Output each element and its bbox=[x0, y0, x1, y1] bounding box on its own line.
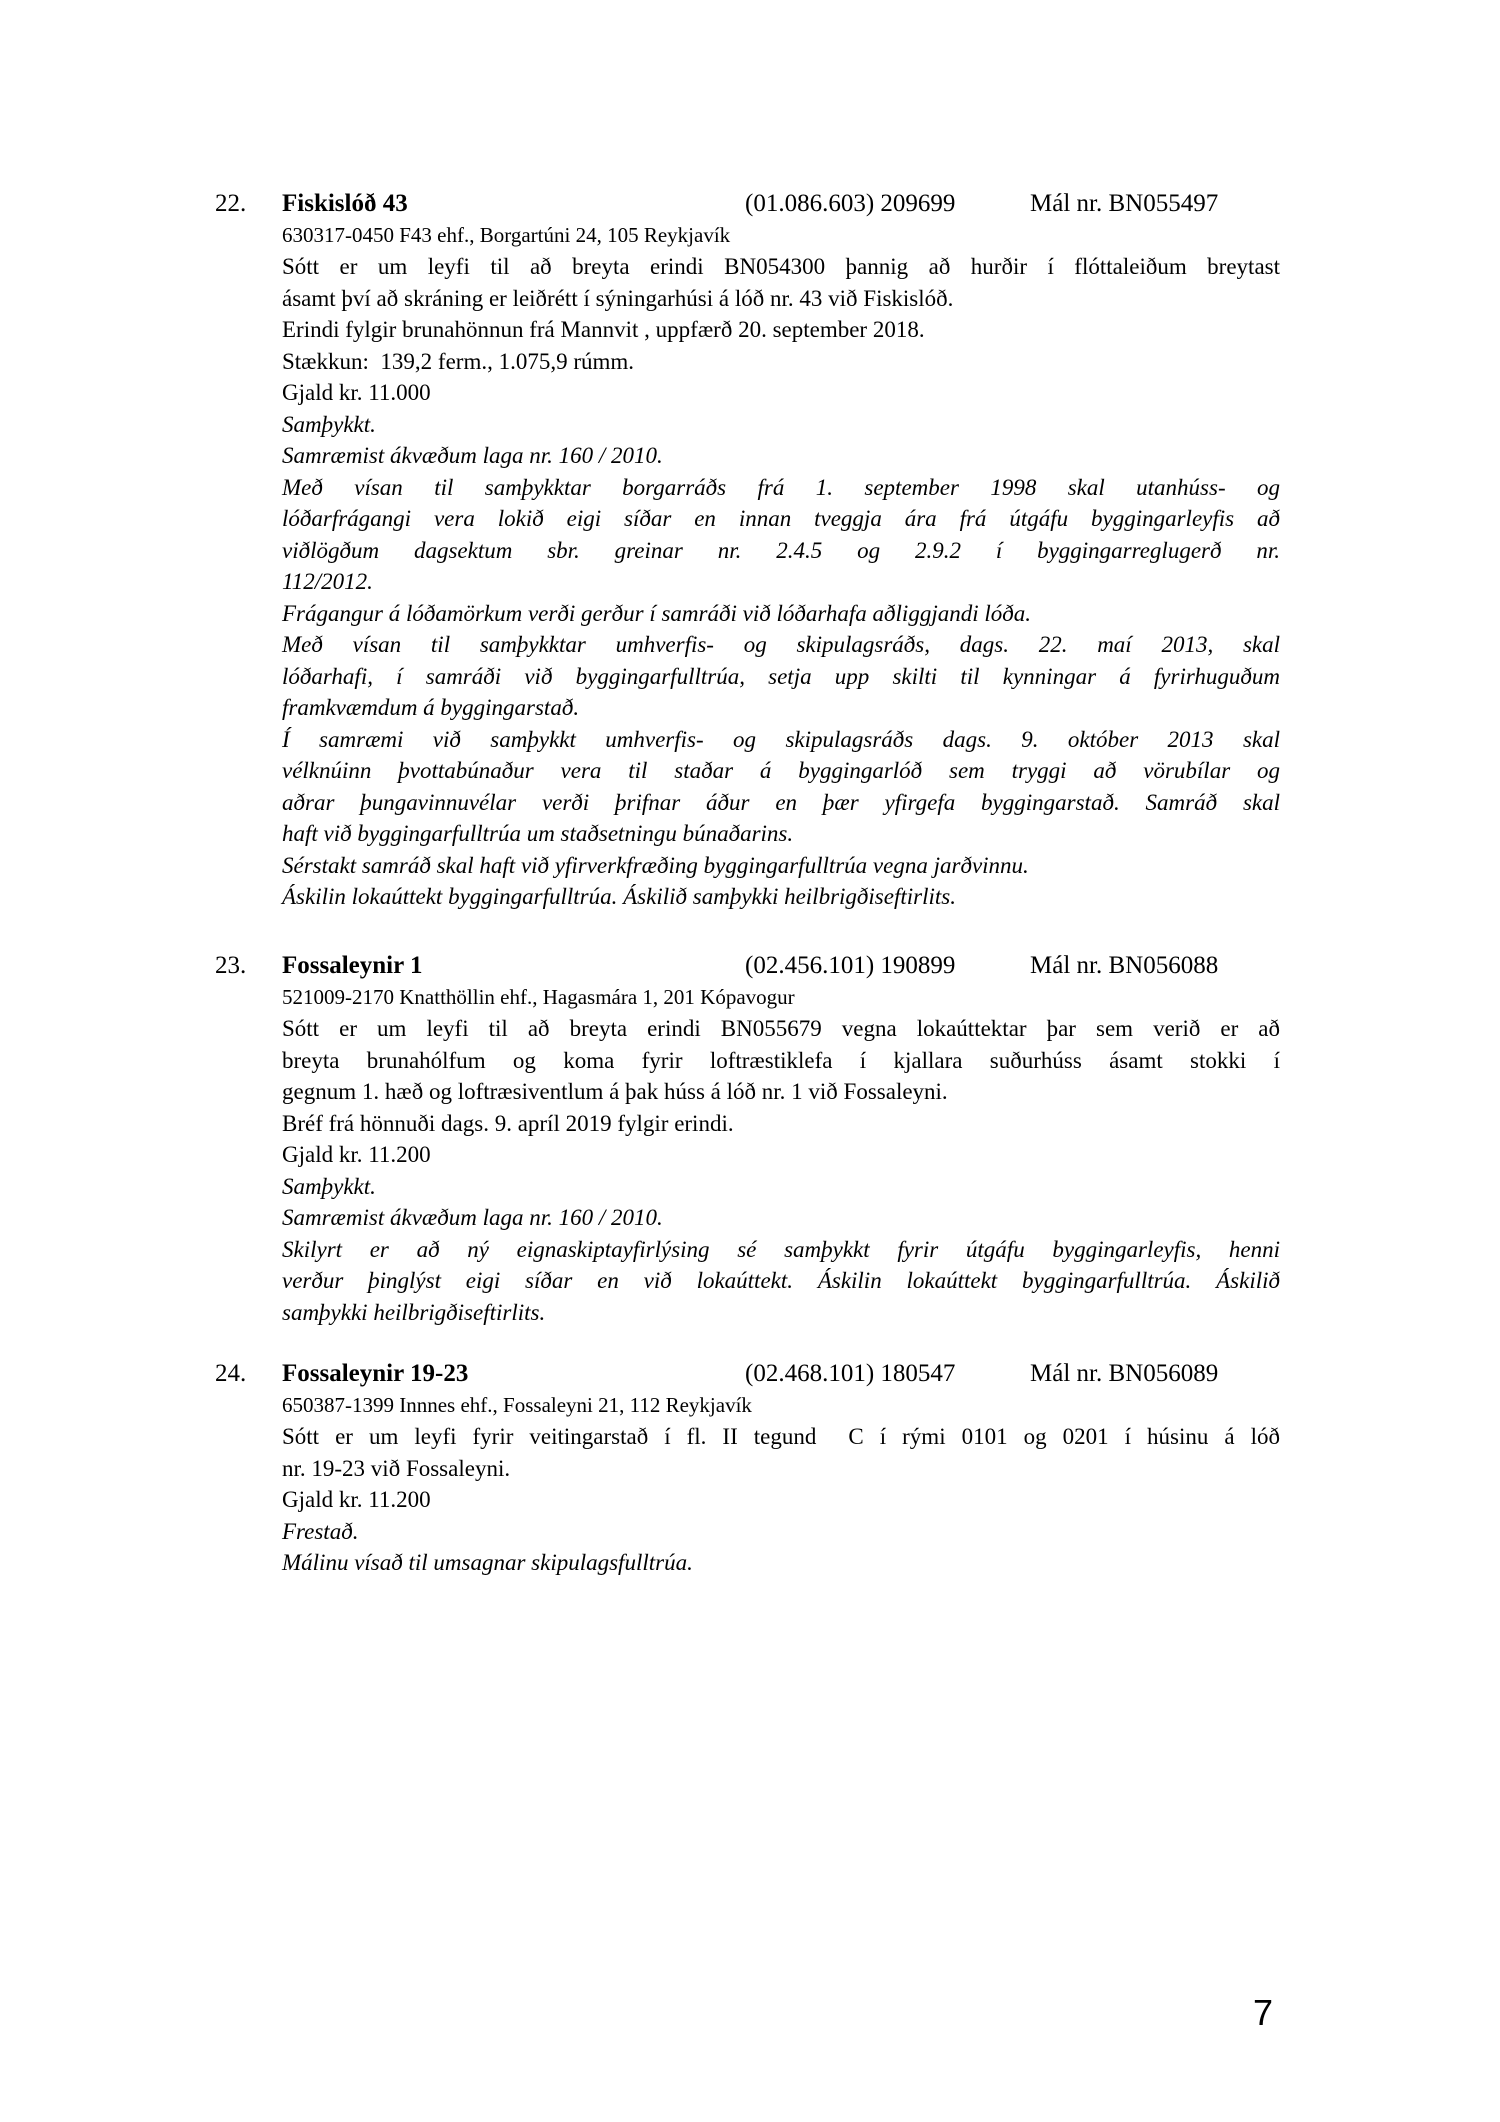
item-title: Fiskislóð 43 bbox=[282, 190, 408, 217]
item-header bbox=[215, 188, 1280, 220]
item-lot-code: (02.456.101) 190899 bbox=[745, 952, 956, 979]
request-paragraph: Gjald kr. 11.200 bbox=[282, 1142, 431, 1167]
item-case-number: Mál nr. BN056088 bbox=[1030, 952, 1219, 979]
ruling-paragraph: Frágangur á lóðamörkum verði gerður í samráði við lóðarhafa aðliggjandi lóða. bbox=[282, 600, 1031, 626]
applicant-line: 650387-1399 Innnes ehf., Fossaleyni 21, 112 Reykjavík bbox=[282, 1392, 752, 1417]
ruling-paragraph: Samræmist ákvæðum laga nr. 160 / 2010. bbox=[282, 1205, 663, 1230]
applicant-line: 521009-2170 Knatthöllin ehf., Hagasmára 1, 201 Kópavogur bbox=[282, 984, 795, 1009]
request-paragraph: Sótt er um leyfi fyrir veitingarstað í fl. II tegund C í rými 0101 og 0201 í húsinu á lóð nr. 19-23 við Fossaleyni. bbox=[282, 1424, 1280, 1481]
page-number: 7 bbox=[1253, 1992, 1274, 2033]
item-body bbox=[282, 1390, 1280, 1579]
request-paragraph: Sótt er um leyfi til að breyta erindi BN055679 vegna lokaúttektar þar sem verið er að breyta brunahólfum og koma fyrir loftræstiklefa í kjallara suðurhúss ásamt stokki í gegnum 1. hæð og loftræsiventlum á þak húss á lóð nr. 1 við Fossaleyni. bbox=[282, 1016, 1280, 1104]
item-case-number: Mál nr. BN055497 bbox=[1030, 190, 1219, 217]
ruling-paragraph: Samræmist ákvæðum laga nr. 160 / 2010. bbox=[282, 443, 663, 468]
ruling-paragraph: Með vísan til samþykktar umhverfis- og skipulagsráðs, dags. 22. maí 2013, skal lóðarhafi, í samráði við byggingarfulltrúa, setja upp skilti til kynningar á fyrirhuguðum framkvæmdum á byggingarstað. bbox=[282, 632, 1280, 720]
item-header bbox=[215, 950, 1280, 982]
ruling-paragraph: Samþykkt. bbox=[282, 411, 376, 437]
request-paragraph: Gjald kr. 11.200 bbox=[282, 1487, 431, 1512]
request-paragraph: Bréf frá hönnuði dags. 9. apríl 2019 fylgir erindi. bbox=[282, 1110, 734, 1136]
applicant-line: 630317-0450 F43 ehf., Borgartúni 24, 105 Reykjavík bbox=[282, 222, 731, 247]
agenda-item-24 bbox=[215, 1358, 1280, 1579]
item-title: Fossaleynir 1 bbox=[282, 952, 423, 979]
agenda-item-22 bbox=[215, 188, 1280, 913]
item-number: 22. bbox=[215, 190, 247, 217]
item-header bbox=[215, 1358, 1280, 1390]
item-lot-code: (02.468.101) 180547 bbox=[745, 1360, 956, 1387]
ruling-paragraph: Samþykkt. bbox=[282, 1173, 376, 1199]
agenda-item-23 bbox=[215, 950, 1280, 1328]
item-lot-code: (01.086.603) 209699 bbox=[745, 190, 956, 217]
item-case-number: Mál nr. BN056089 bbox=[1030, 1360, 1219, 1387]
item-number: 24. bbox=[215, 1360, 247, 1387]
ruling-paragraph: Skilyrt er að ný eignaskiptayfirlýsing sé samþykkt fyrir útgáfu byggingarleyfis, henni verður þinglýst eigi síðar en við lokaúttekt. Áskilin lokaúttekt byggingarfulltrúa. Áskilið samþykki heilbrigðiseftirlits. bbox=[282, 1236, 1280, 1325]
item-body bbox=[282, 220, 1280, 913]
request-paragraph: Gjald kr. 11.000 bbox=[282, 380, 431, 405]
ruling-paragraph: Sérstakt samráð skal haft við yfirverkfræðing byggingarfulltrúa vegna jarðvinnu. bbox=[282, 852, 1029, 878]
request-paragraph: Sótt er um leyfi til að breyta erindi BN054300 þannig að hurðir í flóttaleiðum breytast ásamt því að skráning er leiðrétt í sýningarhúsi á lóð nr. 43 við Fiskislóð. bbox=[282, 254, 1280, 311]
item-title: Fossaleynir 19-23 bbox=[282, 1360, 469, 1387]
request-paragraph: Erindi fylgir brunahönnun frá Mannvit , uppfærð 20. september 2018. bbox=[282, 317, 925, 342]
ruling-paragraph: Áskilin lokaúttekt byggingarfulltrúa. Áskilið samþykki heilbrigðiseftirlits. bbox=[282, 884, 956, 909]
ruling-paragraph: Með vísan til samþykktar borgarráðs frá 1. september 1998 skal utanhúss- og lóðarfrágangi vera lokið eigi síðar en innan tveggja ára frá útgáfu byggingarleyfis að viðlögðum dagsektum sbr. greinar nr. 2.4.5 og 2.9.2 í byggingarreglugerð nr. 112/2012. bbox=[282, 474, 1280, 594]
ruling-paragraph: Í samræmi við samþykkt umhverfis- og skipulagsráðs dags. 9. október 2013 skal vélknúinn þvottabúnaður vera til staðar á byggingarlóð sem tryggi að vörubílar og aðrar þungavinnuvélar verði þrifnar áður en þær yfirgefa byggingarstað. Samráð skal haft við byggingarfulltrúa um staðsetningu búnaðarins. bbox=[282, 726, 1280, 846]
ruling-paragraph: Frestað. bbox=[282, 1518, 359, 1544]
item-body bbox=[282, 982, 1280, 1329]
ruling-paragraph: Málinu vísað til umsagnar skipulagsfulltrúa. bbox=[282, 1550, 693, 1575]
request-paragraph: Stækkun: 139,2 ferm., 1.075,9 rúmm. bbox=[282, 348, 635, 374]
item-number: 23. bbox=[215, 952, 247, 979]
